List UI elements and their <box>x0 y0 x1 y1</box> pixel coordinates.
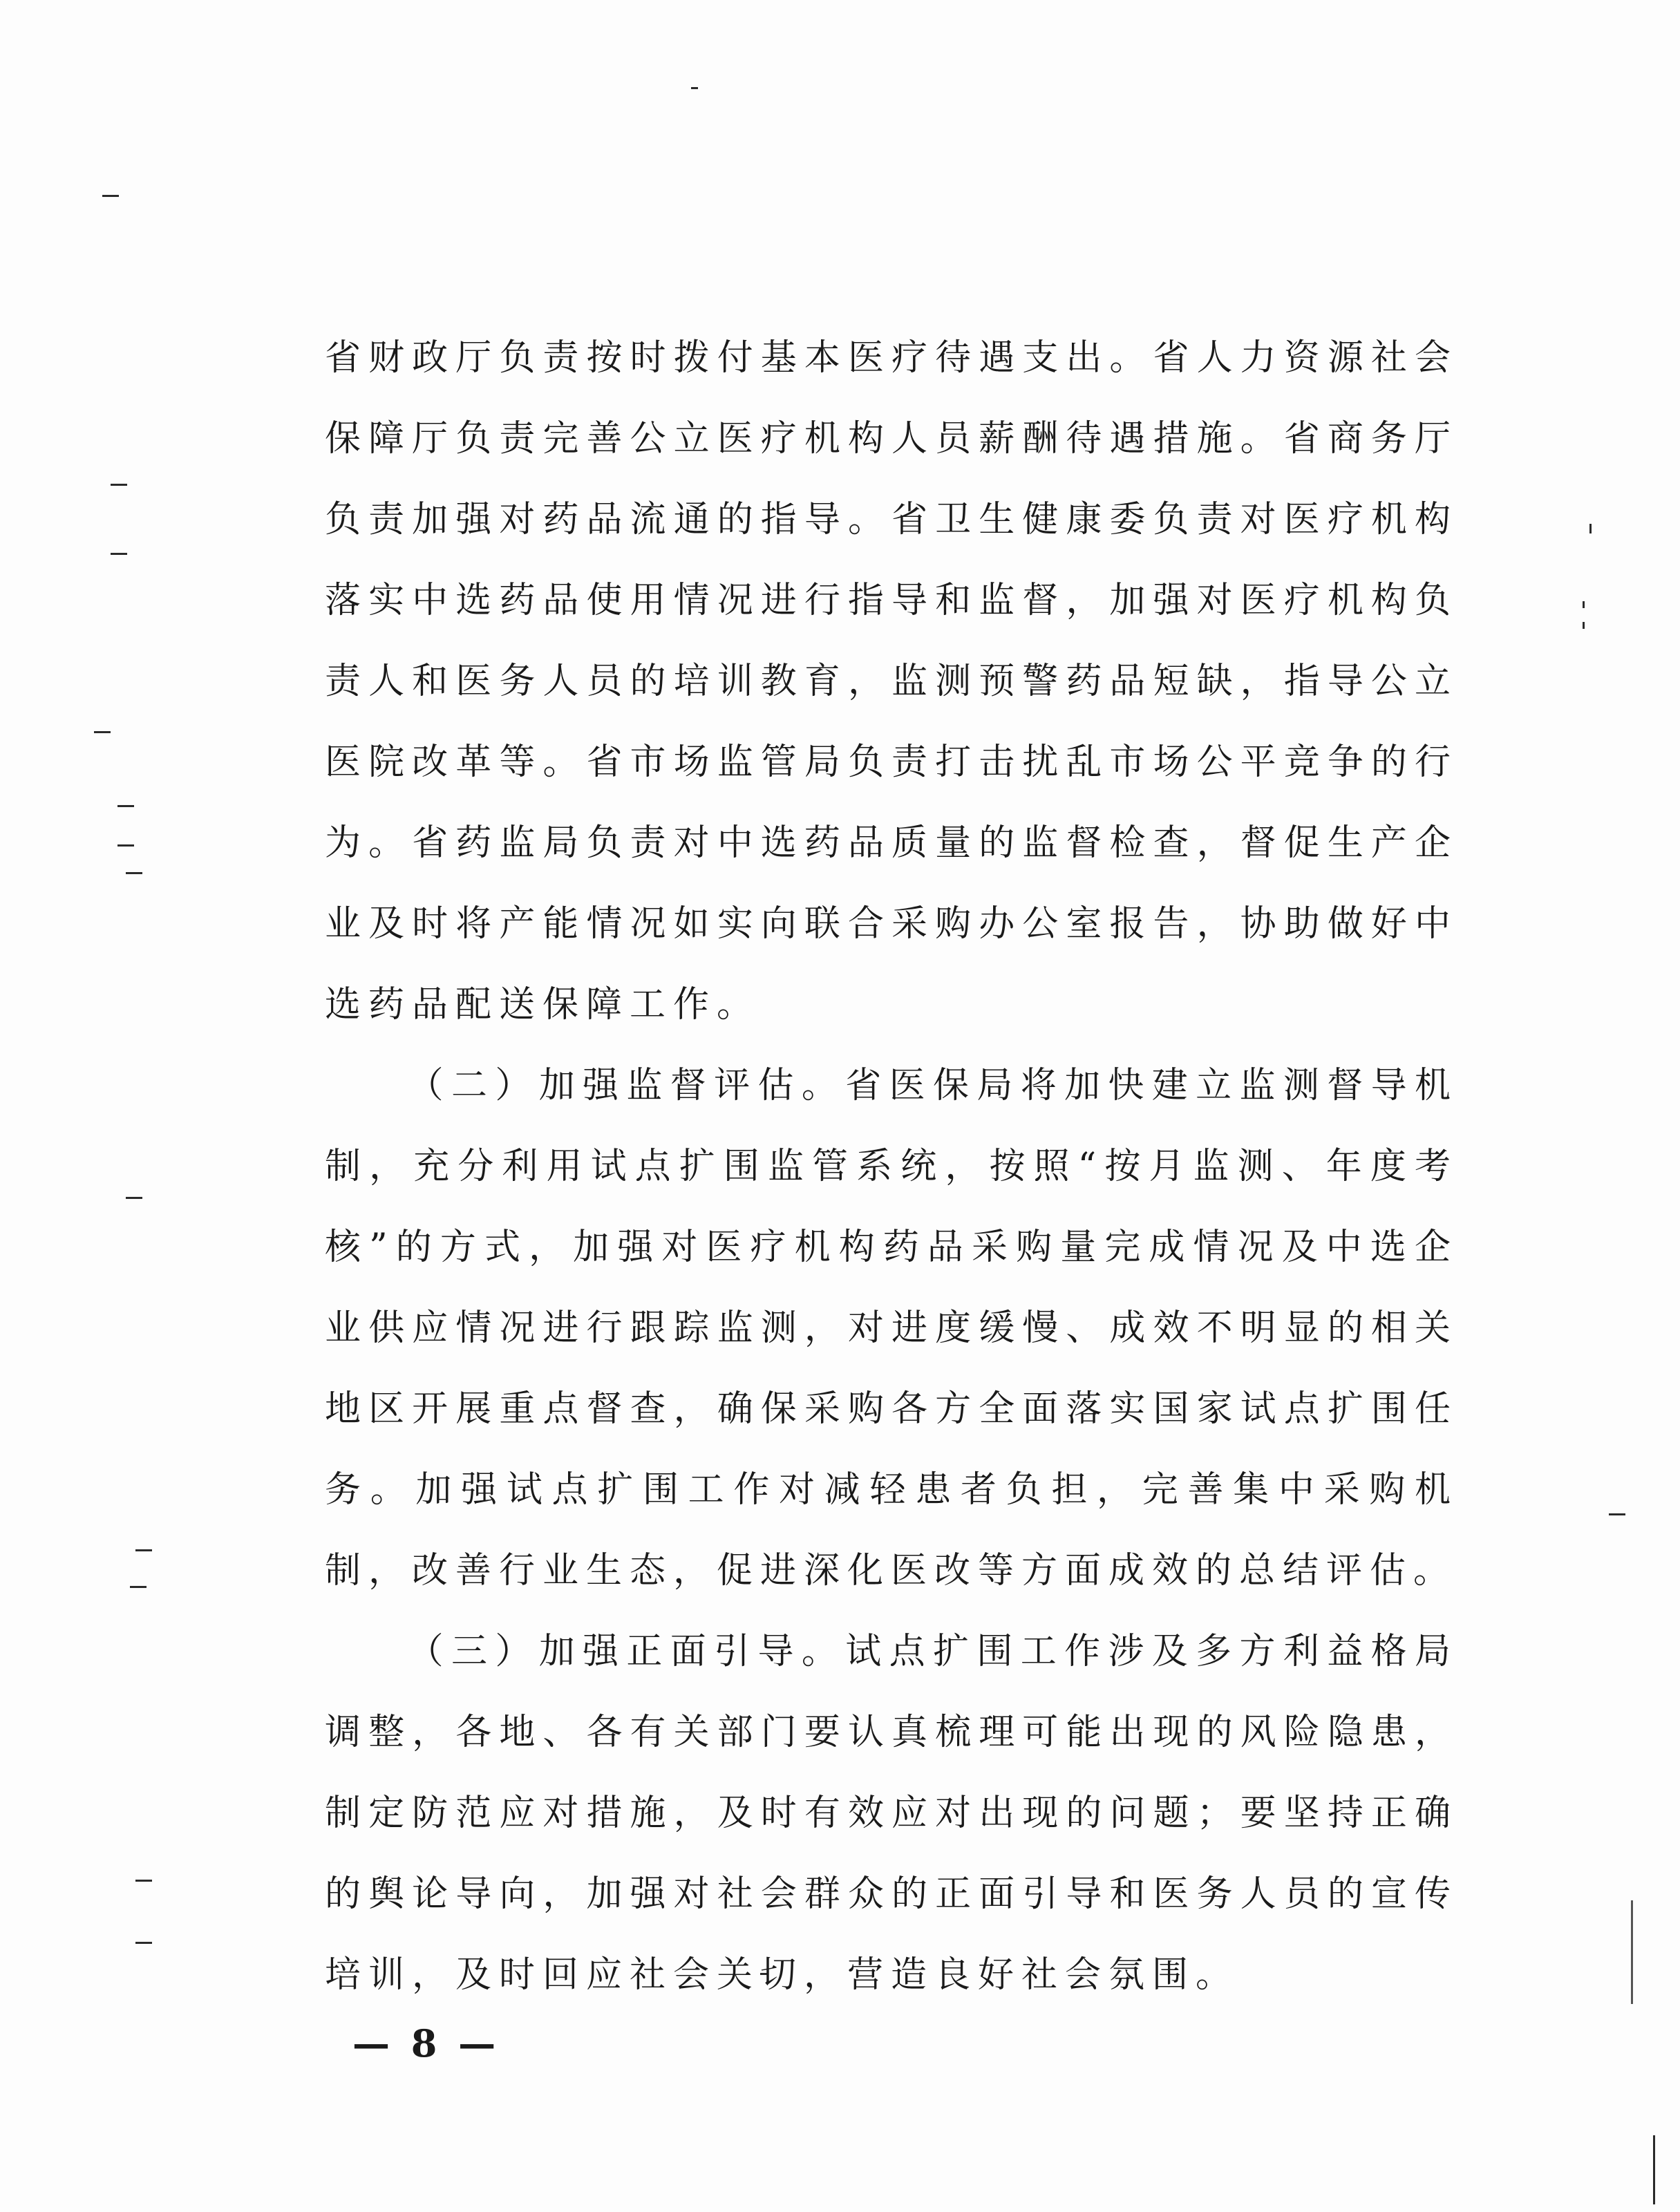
scan-mark <box>135 1549 152 1551</box>
scan-mark <box>1631 1900 1633 2004</box>
scan-mark <box>126 1197 142 1199</box>
scan-mark <box>117 805 134 807</box>
paragraph-guidance: （三）加强正面引导。试点扩围工作涉及多方利益格局调整，各地、各有关部门要认真梳理可能出现的风险隐患，制定防范应对措施，及时有效应对出现的问题；要坚持正确的舆论导向，加强对社会群众的正面引导和医务人员的宣传培训，及时回应社会关切，营造良好社会氛围。 <box>325 1631 1458 1996</box>
scan-mark <box>1653 2135 1655 2204</box>
document-body <box>325 318 1458 2016</box>
page-number: — 8 — <box>352 2021 500 2066</box>
scan-mark <box>135 1942 152 1944</box>
scan-mark <box>102 195 119 197</box>
scan-mark <box>126 872 142 874</box>
scan-mark <box>691 87 698 89</box>
paragraph-responsibilities: 省财政厅负责按时拨付基本医疗待遇支出。省人力资源社会保障厅负责完善公立医疗机构人员薪酬待遇措施。省商务厅负责加强对药品流通的指导。省卫生健康委负责对医疗机构落实中选药品使用情况进行指导和监督，加强对医疗机构负责人和医务人员的培训教育，监测预警药品短缺，指导公立医院改革等。省市场监管局负责打击扰乱市场公平竞争的行为。省药监局负责对中选药品质量的监督检查，督促生产企业及时将产能情况如实向联合采购办公室报告，协助做好中选药品配送保障工作。 <box>325 337 1458 1025</box>
scan-mark <box>1609 1513 1625 1515</box>
scan-mark <box>1583 601 1585 608</box>
scan-mark <box>111 484 127 486</box>
scan-mark <box>94 731 111 733</box>
scan-mark <box>135 1880 152 1882</box>
scan-mark <box>130 1586 147 1588</box>
scan-mark <box>1589 524 1592 533</box>
scan-mark <box>117 844 134 847</box>
scan-mark <box>1583 622 1585 629</box>
scan-mark <box>111 553 127 555</box>
paragraph-supervision: （二）加强监督评估。省医保局将加快建立监测督导机制，充分利用试点扩围监管系统，按照“按月监测、年度考核”的方式，加强对医疗机构药品采购量完成情况及中选企业供应情况进行跟踪监测，对进度缓慢、成效不明显的相关地区开展重点督查，确保采购各方全面落实国家试点扩围任务。加强试点扩围工作对减轻患者负担，完善集中采购机制，改善行业生态，促进深化医改等方面成效的总结评估。 <box>325 1065 1458 1591</box>
